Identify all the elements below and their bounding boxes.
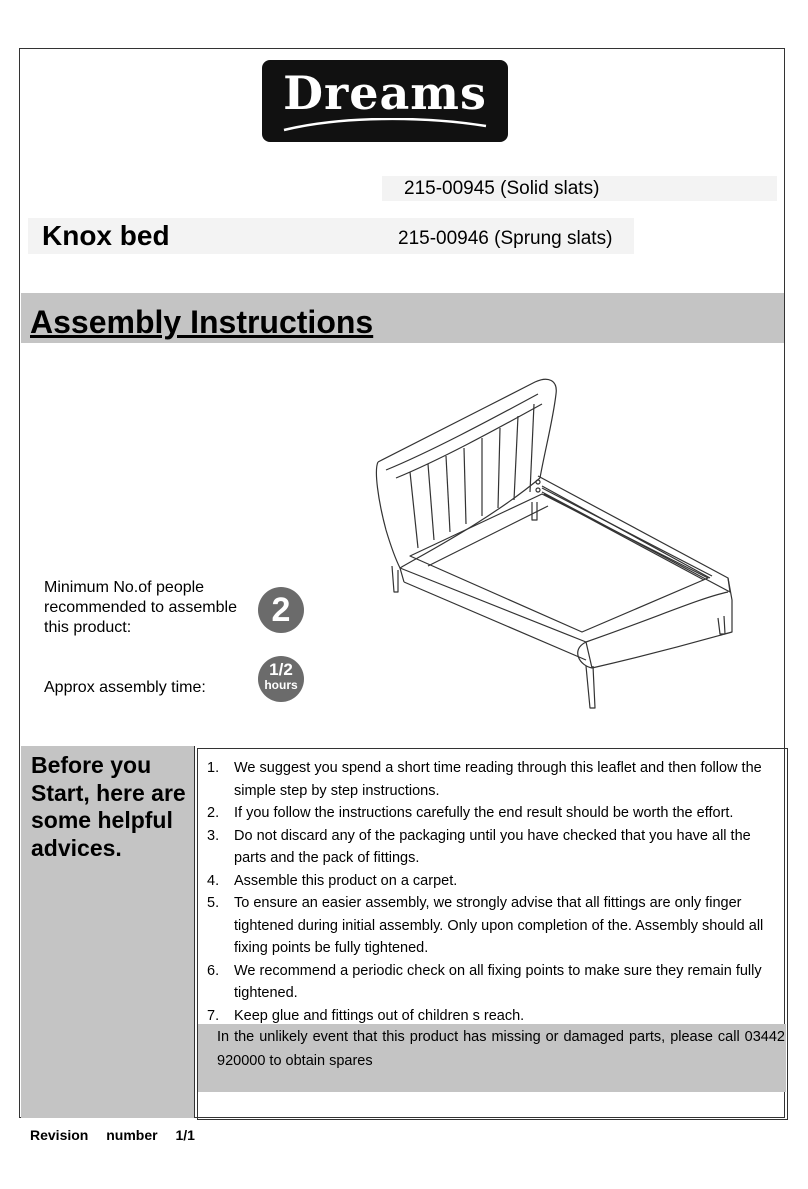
- min-people-badge: 2: [258, 587, 304, 633]
- contact-note: In the unlikely event that this product has missing or damaged parts, please call 03442 920000 to obtain spares: [217, 1029, 785, 1069]
- bed-illustration: [370, 370, 740, 715]
- page-title: Assembly Instructions: [30, 304, 374, 340]
- tip-number: 3.: [207, 827, 220, 844]
- tip-number: 2.: [207, 805, 220, 821]
- tip-text: We suggest you spend a short time reading through this leaflet and then follow the simple step by step instructions.: [234, 760, 762, 799]
- logo-swoosh-icon: [282, 118, 488, 132]
- tip-text: We recommend a periodic check on all fixing points to make sure they remain fully tightened.: [234, 962, 762, 1001]
- tip-number: 1.: [207, 760, 220, 776]
- assembly-time-value: 1/2: [269, 660, 293, 679]
- tip-number: 5.: [207, 895, 220, 911]
- tip-text: Keep glue and fittings out of children s reach.: [234, 1007, 525, 1024]
- assembly-time-badge: [258, 656, 304, 702]
- tip-text: Do not discard any of the packaging until you have checked that you have all the parts and the pack of fittings.: [234, 827, 751, 866]
- tips-list: [207, 757, 782, 1027]
- product-code-solid: 215-00945 (Solid slats): [382, 176, 777, 201]
- dreams-logo: [262, 60, 508, 142]
- tip-number: 4.: [207, 872, 220, 889]
- tip-item: [207, 757, 782, 802]
- tip-number: 7.: [207, 1007, 220, 1024]
- min-people-label: Minimum No.of people recommended to assemble this product:: [44, 579, 237, 636]
- tip-text: If you follow the instructions carefully the end result should be worth the effort.: [234, 805, 734, 821]
- tip-item: [207, 870, 782, 893]
- tip-item: [207, 892, 782, 960]
- revision-number: Revision number 1/1: [30, 1127, 195, 1143]
- tip-item: [207, 825, 782, 870]
- before-start-heading: Before you Start, here are some helpful advices.: [31, 752, 186, 861]
- tip-text: Assemble this product on a carpet.: [234, 872, 458, 889]
- tip-number: 6.: [207, 962, 220, 979]
- tip-item: [207, 802, 782, 825]
- tip-item: [207, 960, 782, 1005]
- logo-text: Dreams: [283, 66, 487, 120]
- product-name: Knox bed: [42, 220, 170, 251]
- assembly-time-unit: hours: [264, 678, 298, 692]
- product-code-sprung: 215-00946 (Sprung slats): [398, 228, 613, 249]
- tip-text: To ensure an easier assembly, we strongly advise that all fittings are only finger tightened during initial assembly. Only upon completion of the. Assembly should all fixing points be fully tightened.: [234, 895, 764, 956]
- assembly-time-label: Approx assembly time:: [44, 679, 206, 696]
